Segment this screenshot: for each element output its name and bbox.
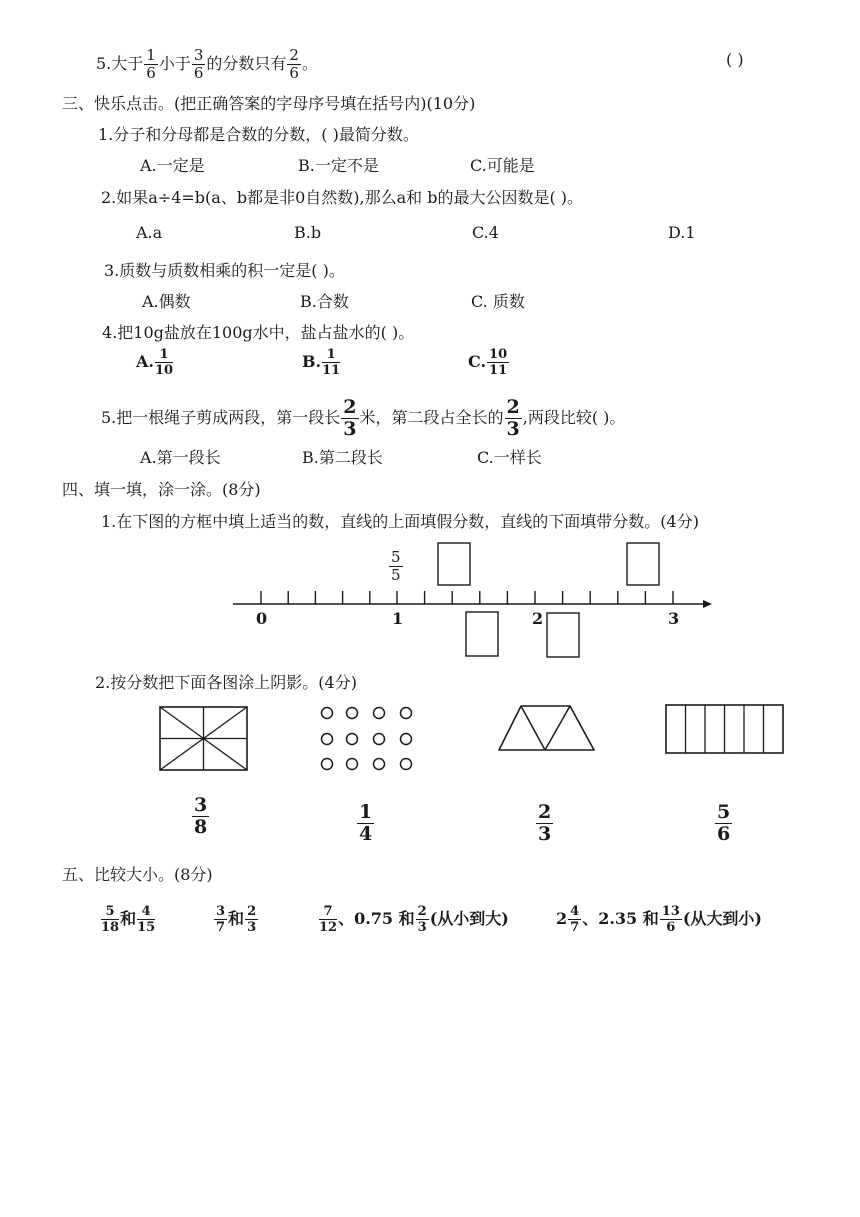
- compare-item-1: $\frac{5}{18}$ 和 $\frac{4}{15}$: [101, 904, 156, 935]
- axis-label-3: 3: [668, 609, 680, 628]
- fraction: $\frac{5}{6}$: [717, 801, 731, 845]
- s3-q3-option-a[interactable]: A.偶数: [142, 292, 191, 311]
- compare-item-3: $\frac{7}{12}$ 、0.75 和 $\frac{2}{3}$ (从小到大): [319, 904, 509, 935]
- fraction: $\frac{1}{10}$: [154, 347, 174, 378]
- fraction: $\frac{1}{11}$: [322, 347, 341, 378]
- s3-q2-option-a[interactable]: A.a: [136, 223, 163, 242]
- s3-q5-option-c[interactable]: C.一样长: [477, 448, 542, 467]
- section-3-title: 三、快乐点击。(把正确答案的字母序号填在括号内)(10分): [62, 94, 476, 113]
- answer-box-above[interactable]: [438, 543, 470, 585]
- answer-box-above[interactable]: [627, 543, 659, 585]
- s3-q5-option-b[interactable]: B.第二段长: [302, 448, 383, 467]
- s3-q4-option-b[interactable]: B. $\frac{1}{11}$: [302, 347, 341, 378]
- axis-label-2: 2: [532, 609, 544, 628]
- answer-box-below[interactable]: [466, 612, 498, 656]
- s3-q2-option-b[interactable]: B.b: [294, 223, 322, 242]
- fraction: $\frac{1}{4}$: [359, 801, 373, 845]
- axis-fraction-5-5: [388, 550, 404, 583]
- fraction: $\frac{2}{3}$: [538, 801, 552, 845]
- s3-q4-option-c[interactable]: C. $\frac{10}{11}$: [468, 347, 508, 378]
- shade-fraction-1-4: [356, 803, 375, 844]
- s3-q4-text: 4.把10g盐放在100g水中，盐占盐水的( )。: [102, 323, 415, 342]
- fraction: $\frac{2}{3}$: [343, 396, 357, 440]
- fraction: $\frac{2}{3}$: [417, 904, 427, 935]
- fraction: $\frac{1}{6}$: [146, 46, 156, 82]
- s3-q3-option-b[interactable]: B.合数: [300, 292, 349, 311]
- s3-q5-option-a[interactable]: A.第一段长: [140, 448, 221, 467]
- fraction: $\frac{5}{18}$: [101, 904, 120, 935]
- fraction: $\frac{3}{8}$: [194, 794, 208, 838]
- section-4-title: 四、填一填，涂一涂。(8分): [62, 480, 261, 499]
- shade-fraction-3-8: [191, 796, 210, 837]
- shade-fraction-2-3: [535, 803, 554, 844]
- s3-q3-text: 3.质数与质数相乘的积一定是( )。: [104, 261, 345, 280]
- s3-q3-option-c[interactable]: C. 质数: [471, 292, 525, 311]
- s3-q4-option-a[interactable]: A. $\frac{1}{10}$: [136, 347, 174, 378]
- s3-q1-option-a[interactable]: A.一定是: [140, 156, 205, 175]
- fraction: $\frac{10}{11}$: [489, 347, 508, 378]
- circles-grid-figure[interactable]: [320, 704, 420, 774]
- axis-label-1: 1: [392, 609, 404, 628]
- rectangle-6-strips-figure[interactable]: [665, 704, 785, 756]
- s3-q2-text: 2.如果a÷4=b(a、b都是非0自然数),那么a和 b的最大公因数是( )。: [101, 188, 584, 207]
- trapezoid-triangles-figure[interactable]: [497, 704, 597, 754]
- s3-q1-text: 1.分子和分母都是合数的分数，( )最简分数。: [98, 125, 419, 144]
- s4-q2-text: 2.按分数把下面各图涂上阴影。(4分): [95, 673, 357, 692]
- fraction: $\frac{13}{6}$: [661, 904, 680, 935]
- fraction: $\frac{7}{12}$: [319, 904, 338, 935]
- fraction: $\frac{2}{6}$: [289, 46, 299, 82]
- fraction: $\frac{3}{6}$: [193, 46, 204, 82]
- axis-label-0: 0: [256, 609, 268, 628]
- s3-q2-option-d[interactable]: D.1: [668, 223, 696, 242]
- fraction: $\frac{3}{7}$: [216, 904, 226, 935]
- fraction: $\frac{2}{3}$: [506, 396, 520, 440]
- s3-q1-option-c[interactable]: C.可能是: [470, 156, 535, 175]
- tf-question-5: 5.大于 $\frac{1}{6}$ 小于 $\frac{3}{6}$ 的分数只有 $\frac{2}{6}$ 。: [96, 46, 318, 82]
- fraction: $\frac{4}{7}$: [570, 904, 580, 935]
- fraction: $\frac{5}{5}$: [391, 548, 401, 584]
- answer-paren[interactable]: ( ): [726, 50, 744, 69]
- fraction: $\frac{2}{3}$: [247, 904, 257, 935]
- s4-q1-text: 1.在下图的方框中填上适当的数，直线的上面填假分数，直线的下面填带分数。(4分): [101, 512, 699, 531]
- section-5-title: 五、比较大小。(8分): [62, 865, 213, 884]
- s3-q2-option-c[interactable]: C.4: [472, 223, 499, 242]
- s3-q5-text: 5.把一根绳子剪成两段，第一段长 $\frac{2}{3}$ 米，第二段占全长的 $\frac{2}{3}$ ,两段比较( )。: [101, 396, 626, 440]
- fraction: $\frac{4}{15}$: [137, 904, 156, 935]
- compare-item-2: $\frac{3}{7}$ 和 $\frac{2}{3}$: [216, 904, 257, 935]
- shade-fraction-5-6: [714, 803, 733, 844]
- tf-q5-prefix: 5.大于: [96, 54, 144, 73]
- answer-box-below[interactable]: [547, 613, 579, 657]
- compare-item-4: 2 $\frac{4}{7}$ 、2.35 和 $\frac{13}{6}$ (从大到小): [556, 904, 762, 935]
- s3-q1-option-b[interactable]: B.一定不是: [298, 156, 379, 175]
- rectangle-8-parts-figure[interactable]: [159, 706, 249, 772]
